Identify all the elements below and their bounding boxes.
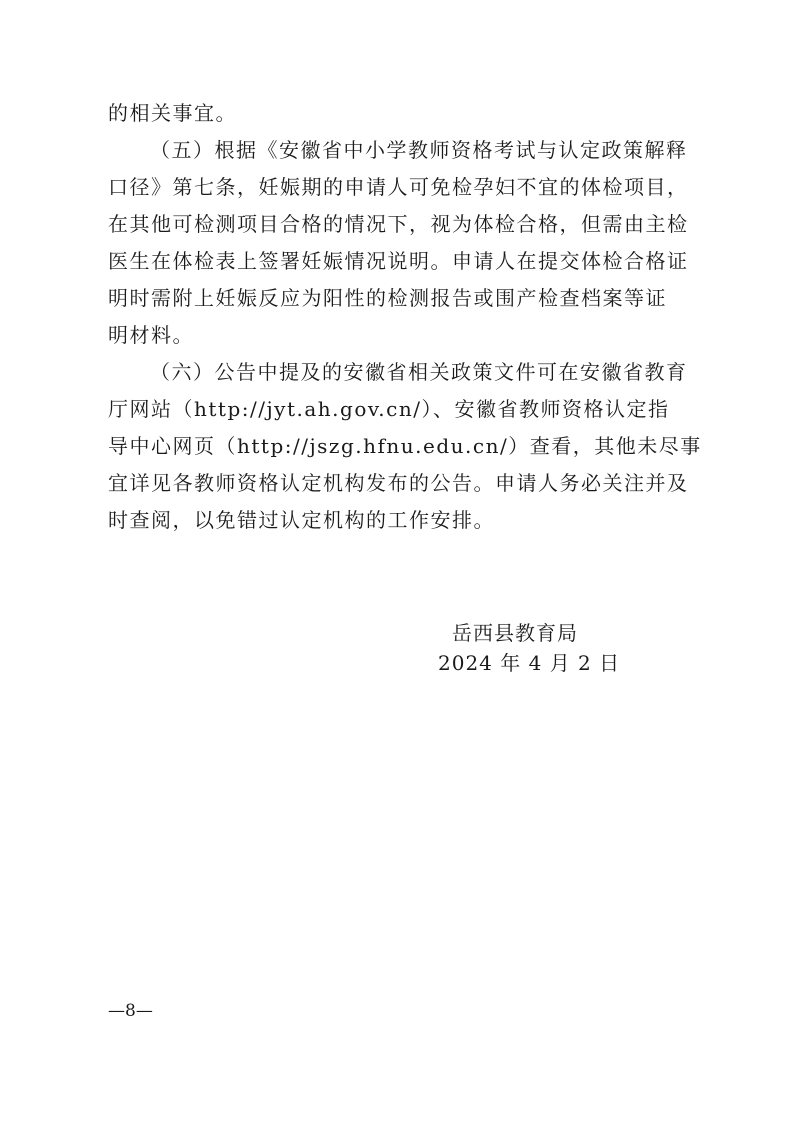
signature-organization: 岳西县教育局 [452,621,578,645]
signature-date: 2024 年 4 月 2 日 [438,651,621,675]
body-line: 在其他可检测项目合格的情况下，视为体检合格，但需由主检 [108,212,689,236]
body-line: 明材料。 [108,323,194,347]
body-line: 宜详见各教师资格认定机构发布的公告。申请人务必关注并及 [108,471,689,495]
body-line: （五）根据《安徽省中小学教师资格考试与认定政策解释 [150,138,688,162]
body-line: 厅网站（http://jyt.ah.gov.cn/）、安徽省教师资格认定指 [108,397,670,421]
body-line: 导中心网页（http://jszg.hfnu.edu.cn/）查看，其他未尽事 [108,434,702,458]
body-line: 医生在体检表上签署妊娠情况说明。申请人在提交体检合格证 [108,249,689,273]
body-line: 时查阅，以免错过认定机构的工作安排。 [108,508,495,532]
body-line: 的相关事宜。 [108,101,237,125]
page-number: —8— [108,1001,153,1021]
body-line: 口径》第七条，妊娠期的申请人可免检孕妇不宜的体检项目， [108,175,689,199]
body-line: （六）公告中提及的安徽省相关政策文件可在安徽省教育 [150,360,688,384]
body-line: 明时需附上妊娠反应为阳性的检测报告或围产检查档案等证 [108,286,667,310]
